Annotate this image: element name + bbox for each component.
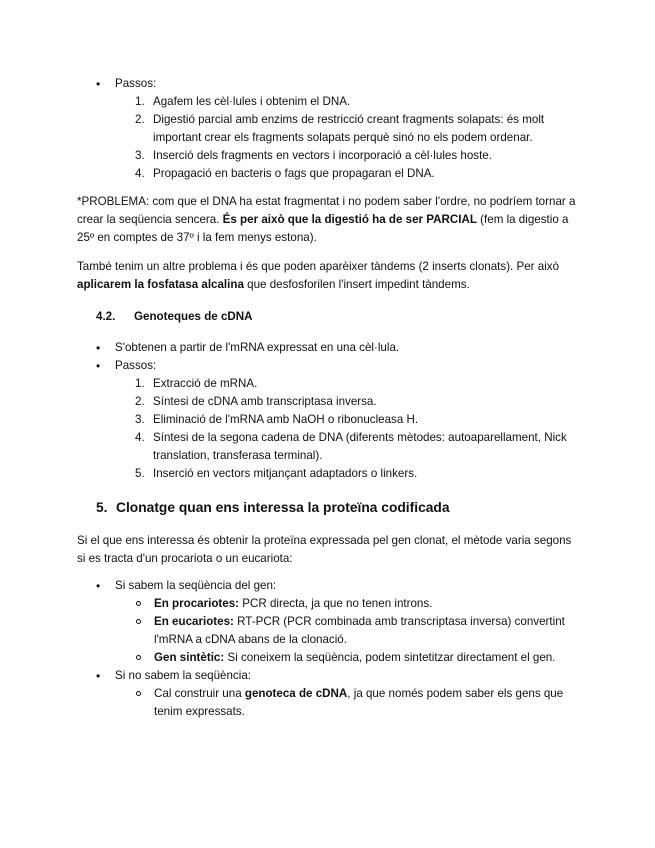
section-number: 4.2.: [96, 310, 116, 323]
cdna-steps-block: [0, 339, 655, 483]
problem-paragraph: *PROBLEMA: com que el DNA ha estat fragmentat i no podem saber l'ordre, no podríem tornar a crear la seqüencia sencera. És per això que la digestió ha de ser PARCIAL (fem la digestio a 25º en comptes de 37º i la fem menys estona).: [77, 195, 576, 244]
section-5-intro: Si el que ens interessa és obtenir la proteïna expressada pel gen clonat, el mètode varia segons si es tracta d'un procariota o un eucariota:: [77, 534, 572, 565]
list-item: 2. Digestió parcial amb enzims de restricció creant fragments solapats: és molt important crear els fragments solapats perquè sinó no els podem ordenar.: [135, 113, 545, 144]
list-item: 4. Síntesi de la segona cadena de DNA (diferents mètodes: autoaparellament, Nick translation, transferasa terminal).: [135, 431, 567, 462]
list-item: En procariotes: PCR directa, ja que no tenen introns.: [0, 595, 655, 613]
numbered-list: [0, 375, 655, 483]
passos-label: Passos:: [115, 359, 157, 372]
list-item: 5. Inserció en vectors mitjançant adaptadors o linkers.: [135, 467, 418, 480]
list-item: Cal construir una genoteca de cDNA, ja que només podem saber els gens que tenim expressats.: [0, 685, 655, 721]
list-item: 1. Extracció de mRNA.: [135, 377, 258, 390]
list-item: 1. Agafem les cèl·lules i obtenim el DNA.: [135, 95, 351, 108]
bullet-icon: •: [96, 77, 101, 91]
section-number: 5.: [96, 500, 108, 515]
list-item: En eucariotes: RT-PCR (PCR combinada amb transcriptasa inversa) convertint l'mRNA a cDNA abans de la clonació.: [0, 613, 655, 649]
list-item: 3. Eliminació de l'mRNA amb NaOH o ribonucleasa H.: [135, 413, 419, 426]
steps-block-genomic: [0, 75, 655, 183]
section-5-heading: [0, 499, 655, 517]
cloning-options-block: [0, 577, 655, 721]
sub-bullet-icon: [136, 655, 141, 660]
list-item: 3. Inserció dels fragments en vectors i incorporació a cèl·lules hoste.: [135, 149, 492, 162]
sub-bullet-icon: [136, 601, 141, 606]
list-item: 2. Síntesi de cDNA amb transcriptasa inversa.: [135, 395, 377, 408]
list-item: • Si no sabem la seqüència: Cal construir una genoteca de cDNA, ja que només podem saber els gens que tenim expressats.: [0, 667, 655, 721]
list-item: 4. Propagació en bacteris o fags que propagaran el DNA.: [135, 167, 435, 180]
numbered-list: [0, 93, 655, 183]
section-title: Genoteques de cDNA: [134, 310, 253, 323]
sub-bullet-icon: [136, 691, 141, 696]
tandem-paragraph: També tenim un altre problema i és que poden aparèixer tàndems (2 inserts clonats). Per això aplicarem la fosfatasa alcalina que desfosforilen l'insert impedint tàndems.: [77, 260, 560, 291]
section-title: Clonatge quan ens interessa la proteïna codificada: [116, 500, 450, 515]
list-item: Gen sintètic: Si coneixem la seqüència, podem sintetitzar directament el gen.: [0, 649, 655, 667]
sub-bullet-icon: [136, 619, 141, 624]
list-item: [0, 75, 655, 183]
list-item: [0, 357, 655, 483]
passos-label: Passos:: [115, 77, 157, 90]
bullet-icon: •: [96, 341, 101, 355]
bullet-icon: •: [96, 579, 101, 593]
bullet-icon: •: [96, 669, 101, 683]
bullet-icon: •: [96, 359, 101, 373]
list-item: • S'obtenen a partir de l'mRNA expressat en una cèl·lula.: [96, 341, 400, 355]
list-item: • Si sabem la seqüència del gen: En procariotes: PCR directa, ja que no tenen introns. En eucariotes: RT-PCR (PCR combinada amb transcriptasa inversa) convertint l'mRNA a cDNA abans de la clonació. Gen sintètic: Si coneixem la seqüència, podem sintetitzar directament el gen.: [0, 577, 655, 667]
sub-list: [0, 685, 655, 721]
sub-list: [0, 595, 655, 667]
section-4-2-heading: [0, 308, 655, 326]
